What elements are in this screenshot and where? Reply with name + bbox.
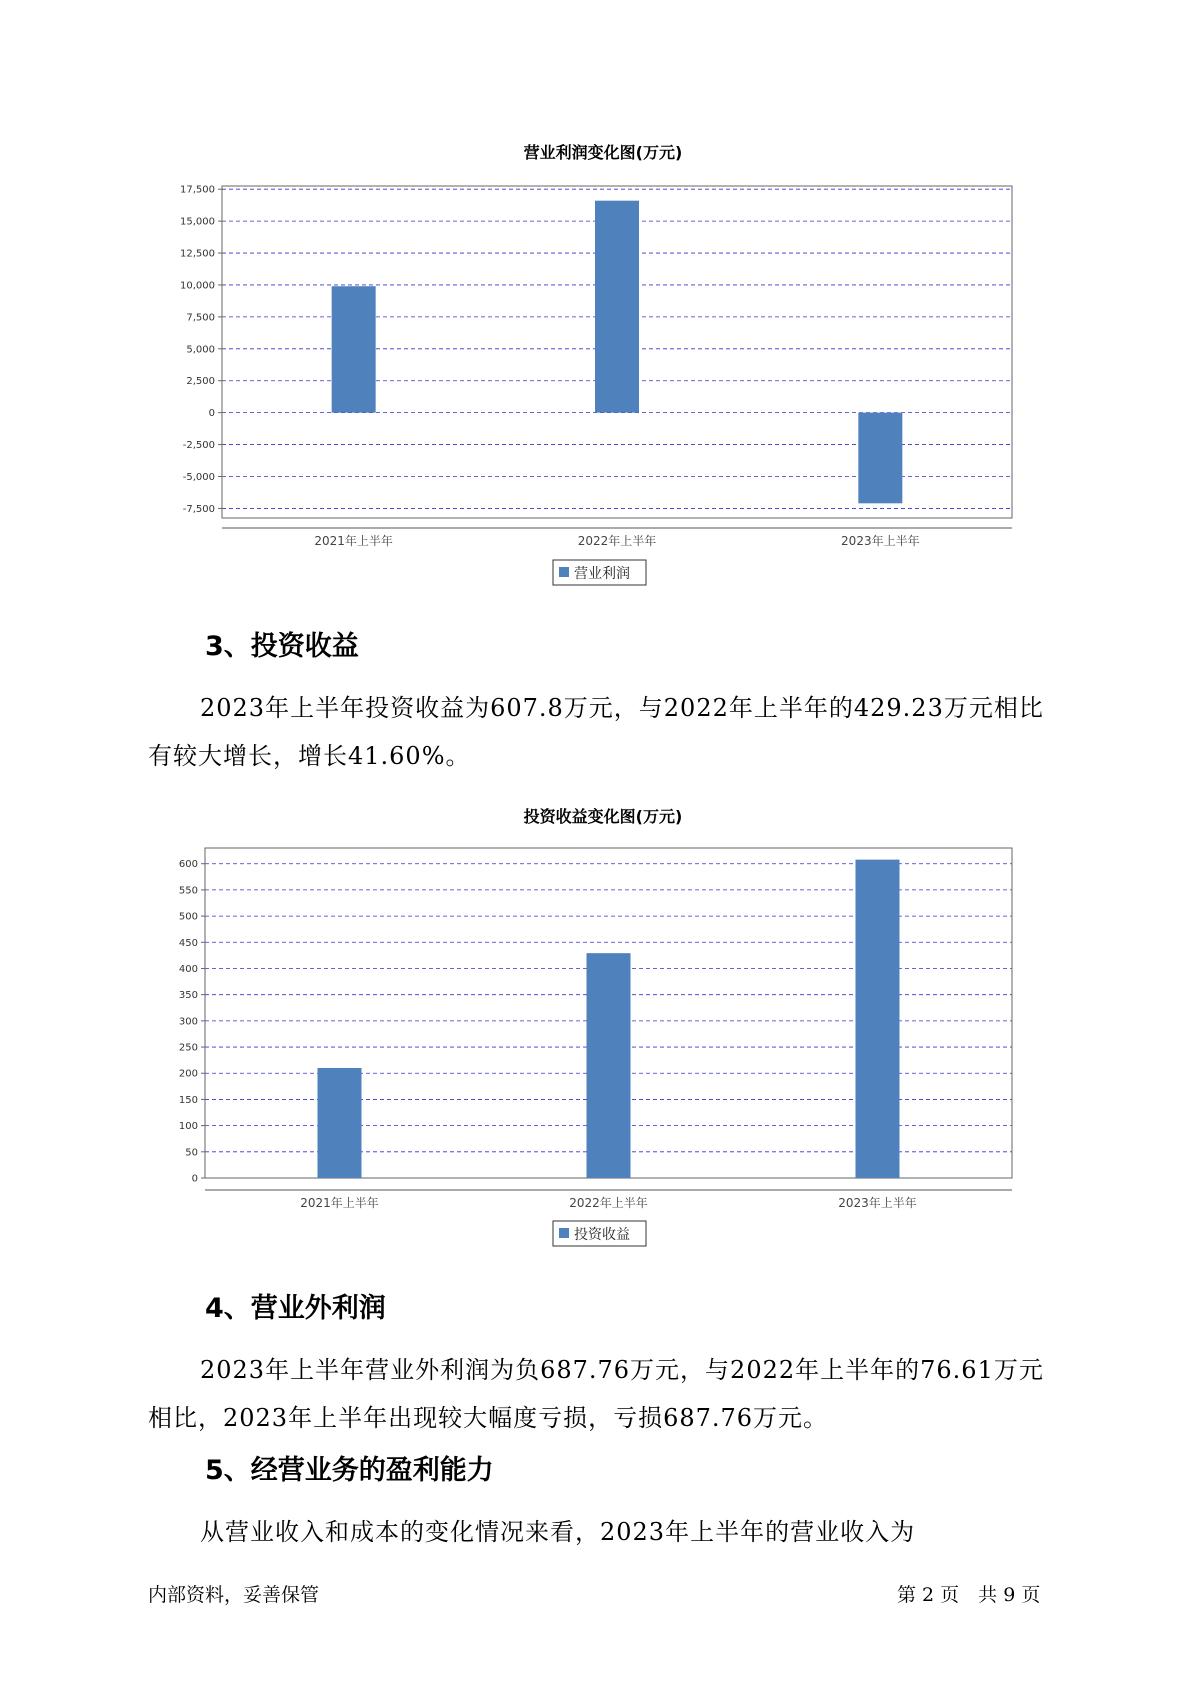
y-tick-label: 150 xyxy=(178,1094,198,1106)
footer-confidential-note: 内部资料，妥善保管 xyxy=(148,1584,320,1606)
x-category-label: 2021年上半年 xyxy=(314,534,393,548)
y-tick-label: 250 xyxy=(178,1042,198,1054)
y-tick-label: 12,500 xyxy=(180,248,215,260)
x-category-label: 2022年上半年 xyxy=(577,534,657,548)
x-category-label: 2022年上半年 xyxy=(569,1196,648,1210)
legend-label: 营业利润 xyxy=(574,566,630,582)
bar-3 xyxy=(856,860,900,1178)
section-paragraph-profitability: 从营业收入和成本的变化情况来看，2023年上半年的营业收入为 xyxy=(200,1518,916,1546)
x-category-label: 2021年上半年 xyxy=(300,1196,379,1210)
y-tick-label: 17,500 xyxy=(180,184,215,196)
y-tick-label: 10,000 xyxy=(180,280,215,292)
y-tick-label: 2,500 xyxy=(186,376,215,388)
y-tick-label: -5,000 xyxy=(182,472,215,483)
y-tick-label: 500 xyxy=(178,911,198,923)
y-tick-label: 0 xyxy=(208,408,215,420)
y-tick-label: 15,000 xyxy=(180,216,215,228)
y-tick-label: 600 xyxy=(178,859,198,871)
y-tick-label: 100 xyxy=(178,1121,198,1133)
y-tick-label: 450 xyxy=(178,937,198,949)
x-category-label: 2023年上半年 xyxy=(838,1196,917,1210)
y-tick-label: 550 xyxy=(178,885,198,897)
y-tick-label: 400 xyxy=(178,963,198,975)
legend xyxy=(553,1221,646,1246)
y-tick-label: 5,000 xyxy=(186,344,215,356)
y-tick-label: 200 xyxy=(178,1068,198,1080)
x-category-label: 2023年上半年 xyxy=(841,534,920,548)
bar-2 xyxy=(587,953,631,1178)
y-tick-label: -2,500 xyxy=(182,440,215,452)
section-paragraph-investment-income: 2023年上半年投资收益为607.8万元，与2022年上半年的429.23万元相比有较大增长，增长41.60%。 xyxy=(148,694,1044,770)
section-heading-non-operating-profit: 4、营业外利润 xyxy=(205,1293,386,1324)
section-paragraph-non-operating-profit: 2023年上半年营业外利润为负687.76万元，与2022年上半年的76.61万元相比，2023年上半年出现较大幅度亏损，亏损687.76万元。 xyxy=(148,1356,1044,1432)
y-tick-label: 350 xyxy=(178,990,198,1002)
bar-1 xyxy=(318,1068,362,1178)
section-heading-profitability: 5、经营业务的盈利能力 xyxy=(205,1455,494,1486)
y-tick-label: 7,500 xyxy=(186,312,215,324)
legend-swatch xyxy=(559,1228,569,1238)
legend-label: 投资收益 xyxy=(574,1227,630,1243)
y-tick-label: -7,500 xyxy=(182,503,215,515)
section-heading-investment-income: 3、投资收益 xyxy=(205,631,359,662)
y-tick-label: 0 xyxy=(191,1173,198,1185)
chart-title: 营业利润变化图(万元) xyxy=(523,143,683,162)
footer-page-number: 第 2 页 共 9 页 xyxy=(897,1584,1041,1606)
y-tick-label: 50 xyxy=(185,1147,198,1159)
y-tick-label: 300 xyxy=(178,1016,198,1028)
chart-title: 投资收益变化图(万元) xyxy=(523,807,683,826)
